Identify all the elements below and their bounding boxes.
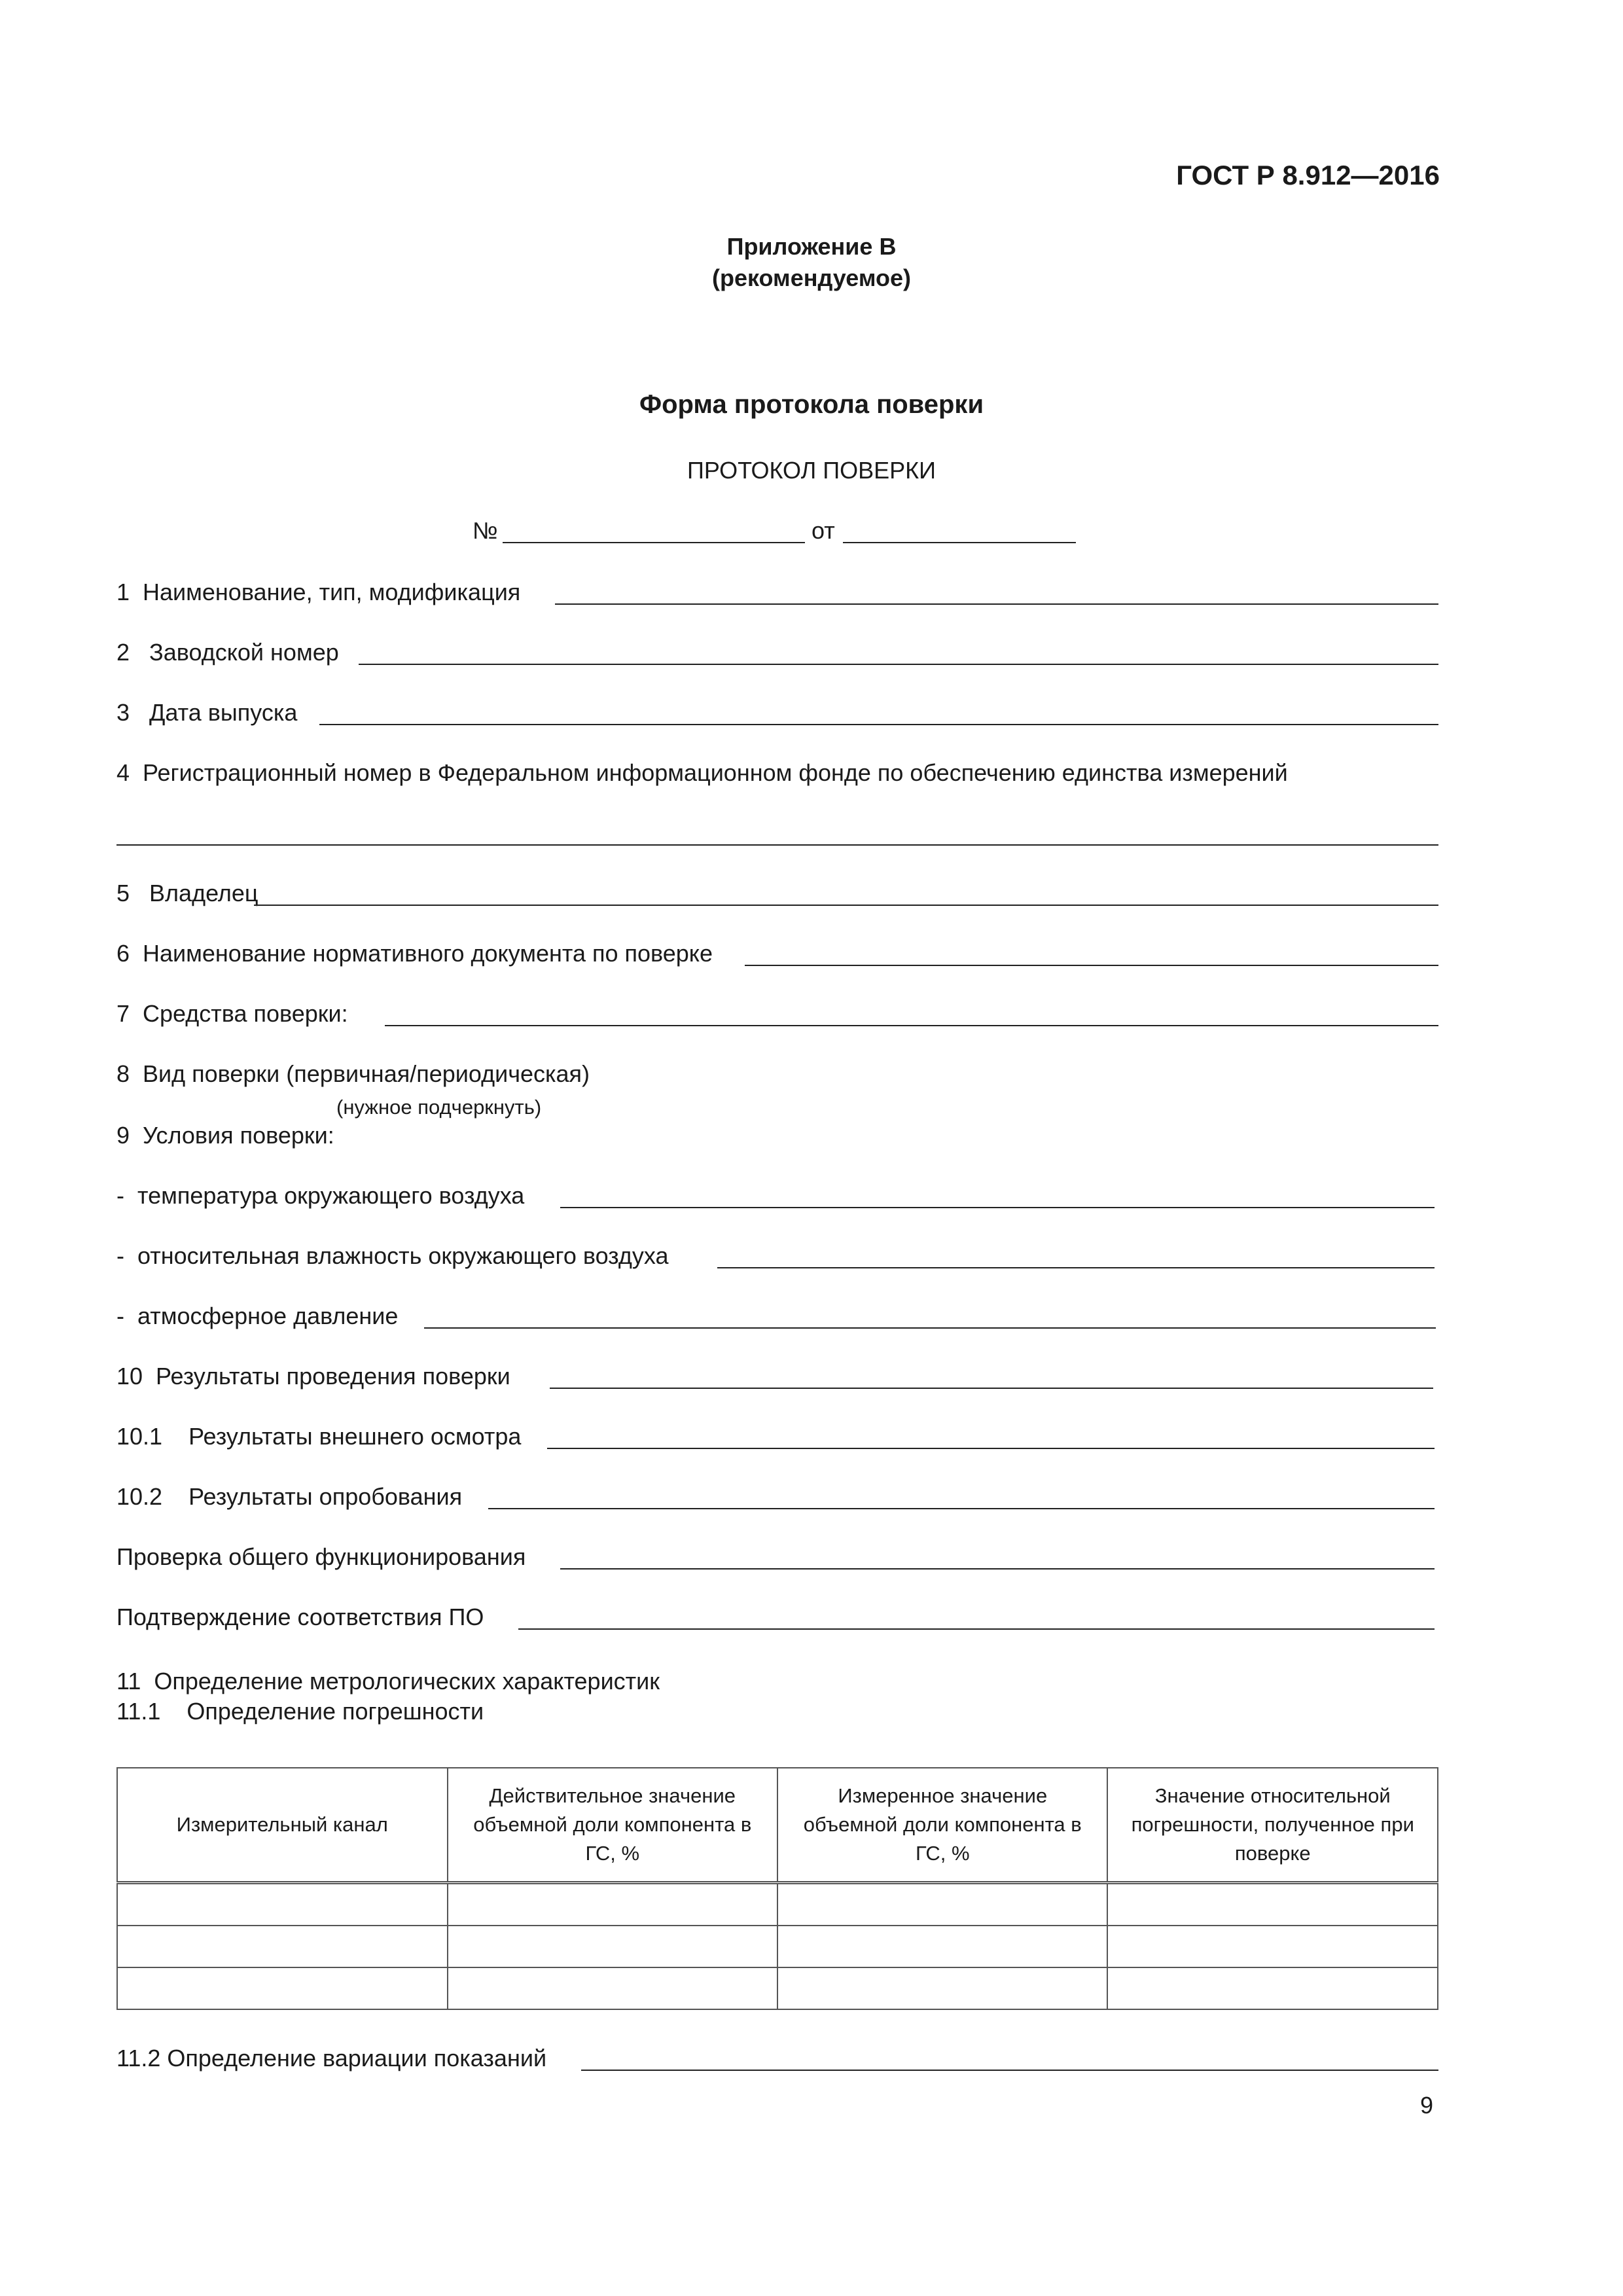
field-blank[interactable] [745,965,1438,966]
field-blank[interactable] [424,1327,1436,1329]
table-header-cell: Действительное значение объемной доли компонента в ГС, % [448,1768,778,1883]
field-label: 7 Средства поверки: [116,1000,348,1027]
field-variation [116,2045,1438,2076]
protocol-number-row [0,517,1623,548]
field-blank[interactable] [385,1025,1438,1026]
field-serial-number [116,639,1438,670]
table-cell[interactable] [117,1967,448,2009]
field-blank[interactable] [581,2070,1438,2071]
field-blank[interactable] [560,1207,1435,1208]
field-testing [116,1483,1438,1515]
field-blank[interactable] [547,1448,1435,1449]
page-number: 9 [1420,2092,1434,2119]
field-humidity [116,1242,1438,1274]
field-label: 5 Владелец [116,880,259,906]
section-metrological: 11 Определение метрологических характеристик [116,1668,660,1695]
field-label: 11.2 Определение вариации показаний [116,2045,547,2072]
field-label: 1 Наименование, тип, модификация [116,579,521,605]
error-results-table [116,1767,1438,2010]
field-blank[interactable] [518,1628,1435,1630]
field-blank[interactable] [555,603,1438,605]
field-name-type [116,579,1438,610]
field-label: Проверка общего функционирования [116,1543,526,1570]
number-blank[interactable] [503,542,805,543]
table-cell[interactable] [448,1926,778,1967]
table-cell[interactable] [1107,1967,1438,2009]
date-label: от [812,517,835,544]
field-general-function [116,1543,1438,1575]
table-cell[interactable] [117,1883,448,1926]
field-blank[interactable] [359,664,1438,665]
field-results [116,1363,1438,1394]
date-blank[interactable] [843,542,1076,543]
field-label: - температура окружающего воздуха [116,1182,525,1209]
field-label: 10.1 Результаты внешнего осмотра [116,1423,522,1450]
table-row [117,1967,1438,2009]
table-cell[interactable] [1107,1883,1438,1926]
field-owner [116,880,1438,911]
field-label: 10 Результаты проведения поверки [116,1363,510,1390]
field-verification-means [116,1000,1438,1031]
table-cell[interactable] [777,1883,1107,1926]
field-label: 10.2 Результаты опробования [116,1483,463,1510]
field-label: 3 Дата выпуска [116,699,298,726]
appendix-title: Приложение В [726,233,897,260]
table-cell[interactable] [777,1926,1107,1967]
field-label: 6 Наименование нормативного документа по поверке [116,940,713,967]
field-pressure [116,1302,1438,1334]
field-conditions: 9 Условия поверки: [116,1122,334,1149]
field-blank[interactable] [319,724,1438,725]
field-verification-type-note: (нужное подчеркнуть) [336,1096,542,1119]
table-cell[interactable] [777,1967,1107,2009]
document-code: ГОСТ Р 8.912—2016 [1176,160,1440,190]
field-verification-type: 8 Вид поверки (первичная/периодическая) [116,1060,590,1087]
field-blank[interactable] [717,1267,1435,1268]
appendix-subtitle: (рекомендуемое) [712,264,911,291]
field-blank[interactable] [560,1568,1435,1570]
field-label: 2 Заводской номер [116,639,339,666]
table-header-row [117,1768,1438,1883]
section-error-determination: 11.1 Определение погрешности [116,1698,484,1725]
table-cell[interactable] [448,1883,778,1926]
table-header-cell: Измеренное значение объемной доли компонента в ГС, % [777,1768,1107,1883]
field-blank[interactable] [254,905,1438,906]
table-cell[interactable] [117,1926,448,1967]
table-header-cell: Значение относительной погрешности, полученное при поверке [1107,1768,1438,1883]
field-blank[interactable] [550,1388,1433,1389]
field-software-confirmation [116,1604,1438,1635]
field-label: Подтверждение соответствия ПО [116,1604,484,1630]
number-label: № [473,517,498,544]
table-row [117,1883,1438,1926]
table-cell[interactable] [1107,1926,1438,1967]
table-header-cell: Измерительный канал [117,1768,448,1883]
table-row [117,1926,1438,1967]
field-blank[interactable] [488,1508,1435,1509]
field-visual-inspection [116,1423,1438,1454]
field-label: - относительная влажность окружающего воздуха [116,1242,669,1269]
table-cell[interactable] [448,1967,778,2009]
field-temperature [116,1182,1438,1213]
field-release-date [116,699,1438,730]
form-title: Форма протокола поверки [639,390,984,419]
field-normative-document [116,940,1438,971]
field-registration-blank[interactable] [116,844,1438,846]
field-registration-label: 4 Регистрационный номер в Федеральном информационном фонде по обеспечению единства измерений [116,759,1288,786]
protocol-title: ПРОТОКОЛ ПОВЕРКИ [687,457,936,484]
field-label: - атмосферное давление [116,1302,399,1329]
